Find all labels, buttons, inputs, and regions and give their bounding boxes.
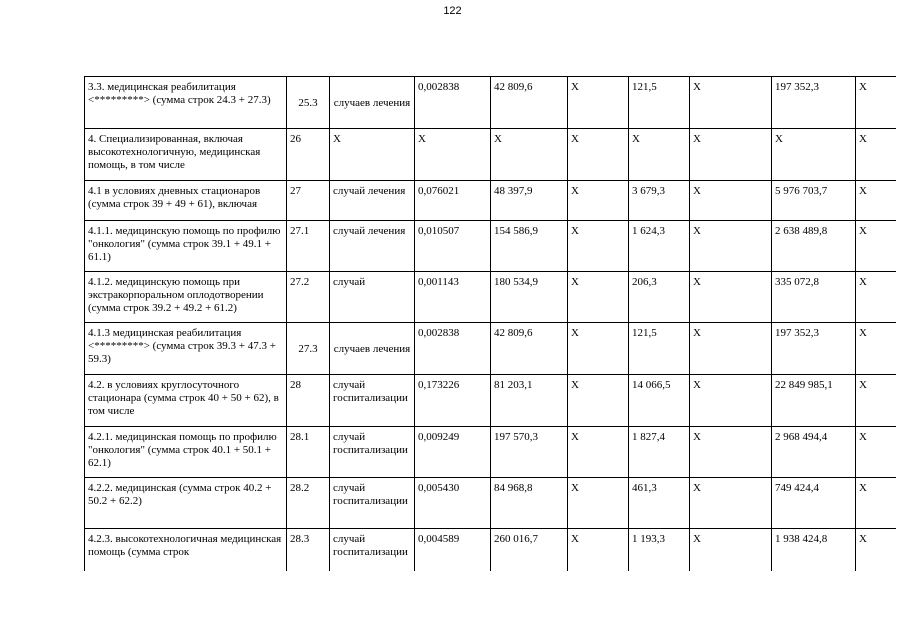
row-col9: 2 638 489,8 [772, 221, 856, 272]
row-col9: 22 849 985,1 [772, 375, 856, 427]
row-cost: 48 397,9 [491, 181, 568, 221]
row-col10: Х [856, 323, 897, 375]
row-name: 4. Специализированная, включая высокотехнологичную, медицинская помощь, в том числе [85, 129, 287, 181]
row-col7: 3 679,3 [629, 181, 690, 221]
row-col8: Х [690, 221, 772, 272]
row-col6: Х [568, 427, 629, 478]
row-name: 4.1.1. медицинскую помощь по профилю "онкология" (сумма строк 39.1 + 49.1 + 61.1) [85, 221, 287, 272]
table-row [85, 221, 897, 272]
row-name: 4.2.3. высокотехнологичная медицинская помощь (сумма строк [85, 529, 287, 572]
table-container [84, 76, 896, 571]
row-col6: Х [568, 375, 629, 427]
row-col9: 5 976 703,7 [772, 181, 856, 221]
row-col7: 14 066,5 [629, 375, 690, 427]
row-cost: 42 809,6 [491, 323, 568, 375]
row-cost: 84 968,8 [491, 478, 568, 529]
row-name: 4.1.2. медицинскую помощь при экстракорпоральном оплодотворении (сумма строк 39.2 + 49.2 + 61.2) [85, 272, 287, 323]
table-row [85, 375, 897, 427]
row-code: 25.3 [287, 77, 330, 129]
row-col9: 335 072,8 [772, 272, 856, 323]
row-col10: Х [856, 478, 897, 529]
row-col7: 121,5 [629, 77, 690, 129]
row-norm: 0,001143 [415, 272, 491, 323]
row-cost: Х [491, 129, 568, 181]
row-col8: Х [690, 375, 772, 427]
row-norm: 0,076021 [415, 181, 491, 221]
row-col9: 749 424,4 [772, 478, 856, 529]
table-row [85, 129, 897, 181]
row-col10: Х [856, 529, 897, 572]
row-col6: Х [568, 478, 629, 529]
row-norm: 0,002838 [415, 77, 491, 129]
row-code: 28 [287, 375, 330, 427]
row-col6: Х [568, 181, 629, 221]
row-norm: 0,009249 [415, 427, 491, 478]
row-col9: Х [772, 129, 856, 181]
row-col10: Х [856, 77, 897, 129]
row-norm: 0,010507 [415, 221, 491, 272]
row-col10: Х [856, 221, 897, 272]
row-col7: 1 624,3 [629, 221, 690, 272]
row-cost: 154 586,9 [491, 221, 568, 272]
row-norm: 0,173226 [415, 375, 491, 427]
row-unit: случай госпитализации [330, 375, 415, 427]
row-col10: Х [856, 272, 897, 323]
row-col10: Х [856, 375, 897, 427]
row-col9: 1 938 424,8 [772, 529, 856, 572]
row-unit: случай [330, 272, 415, 323]
table-row [85, 529, 897, 572]
row-norm: 0,002838 [415, 323, 491, 375]
row-code: 28.2 [287, 478, 330, 529]
row-col10: Х [856, 181, 897, 221]
row-unit: случай госпитализации [330, 478, 415, 529]
row-unit: случаев лечения [330, 77, 415, 129]
page-number: 122 [443, 5, 462, 17]
row-col8: Х [690, 272, 772, 323]
table-row [85, 181, 897, 221]
row-col8: Х [690, 129, 772, 181]
row-cost: 42 809,6 [491, 77, 568, 129]
row-code: 28.3 [287, 529, 330, 572]
row-name: 3.3. медицинская реабилитация <*********> (сумма строк 24.3 + 27.3) [85, 77, 287, 129]
row-col8: Х [690, 77, 772, 129]
row-code: 27.3 [287, 323, 330, 375]
row-col7: 121,5 [629, 323, 690, 375]
row-cost: 197 570,3 [491, 427, 568, 478]
row-cost: 180 534,9 [491, 272, 568, 323]
row-col10: Х [856, 427, 897, 478]
row-code: 27 [287, 181, 330, 221]
table-row [85, 323, 897, 375]
row-unit: случай лечения [330, 221, 415, 272]
table-row [85, 272, 897, 323]
row-col6: Х [568, 529, 629, 572]
row-col8: Х [690, 323, 772, 375]
table-row [85, 478, 897, 529]
row-unit: случай госпитализации [330, 529, 415, 572]
row-code: 26 [287, 129, 330, 181]
row-unit: случай госпитализации [330, 427, 415, 478]
row-name: 4.2. в условиях круглосуточного стационара (сумма строк 40 + 50 + 62), в том числе [85, 375, 287, 427]
data-table [84, 76, 896, 571]
row-col7: 1 827,4 [629, 427, 690, 478]
table-row [85, 77, 897, 129]
row-col7: Х [629, 129, 690, 181]
row-col8: Х [690, 181, 772, 221]
row-col8: Х [690, 478, 772, 529]
row-unit: случаев лечения [330, 323, 415, 375]
row-col6: Х [568, 129, 629, 181]
row-col6: Х [568, 221, 629, 272]
row-unit: Х [330, 129, 415, 181]
row-norm: 0,005430 [415, 478, 491, 529]
row-norm: 0,004589 [415, 529, 491, 572]
row-col7: 206,3 [629, 272, 690, 323]
row-norm: Х [415, 129, 491, 181]
row-name: 4.1.3 медицинская реабилитация <*********> (сумма строк 39.3 + 47.3 + 59.3) [85, 323, 287, 375]
row-col6: Х [568, 77, 629, 129]
row-col9: 2 968 494,4 [772, 427, 856, 478]
row-cost: 260 016,7 [491, 529, 568, 572]
row-col8: Х [690, 427, 772, 478]
row-code: 28.1 [287, 427, 330, 478]
row-cost: 81 203,1 [491, 375, 568, 427]
row-col6: Х [568, 272, 629, 323]
row-col10: Х [856, 129, 897, 181]
row-col9: 197 352,3 [772, 77, 856, 129]
row-unit: случай лечения [330, 181, 415, 221]
row-col9: 197 352,3 [772, 323, 856, 375]
row-col6: Х [568, 323, 629, 375]
row-col7: 461,3 [629, 478, 690, 529]
row-name: 4.2.2. медицинская (сумма строк 40.2 + 50.2 + 62.2) [85, 478, 287, 529]
row-col8: Х [690, 529, 772, 572]
row-name: 4.2.1. медицинская помощь по профилю "онкология" (сумма строк 40.1 + 50.1 + 62.1) [85, 427, 287, 478]
row-code: 27.1 [287, 221, 330, 272]
row-col7: 1 193,3 [629, 529, 690, 572]
row-code: 27.2 [287, 272, 330, 323]
table-row [85, 427, 897, 478]
row-name: 4.1 в условиях дневных стационаров (сумма строк 39 + 49 + 61), включая [85, 181, 287, 221]
